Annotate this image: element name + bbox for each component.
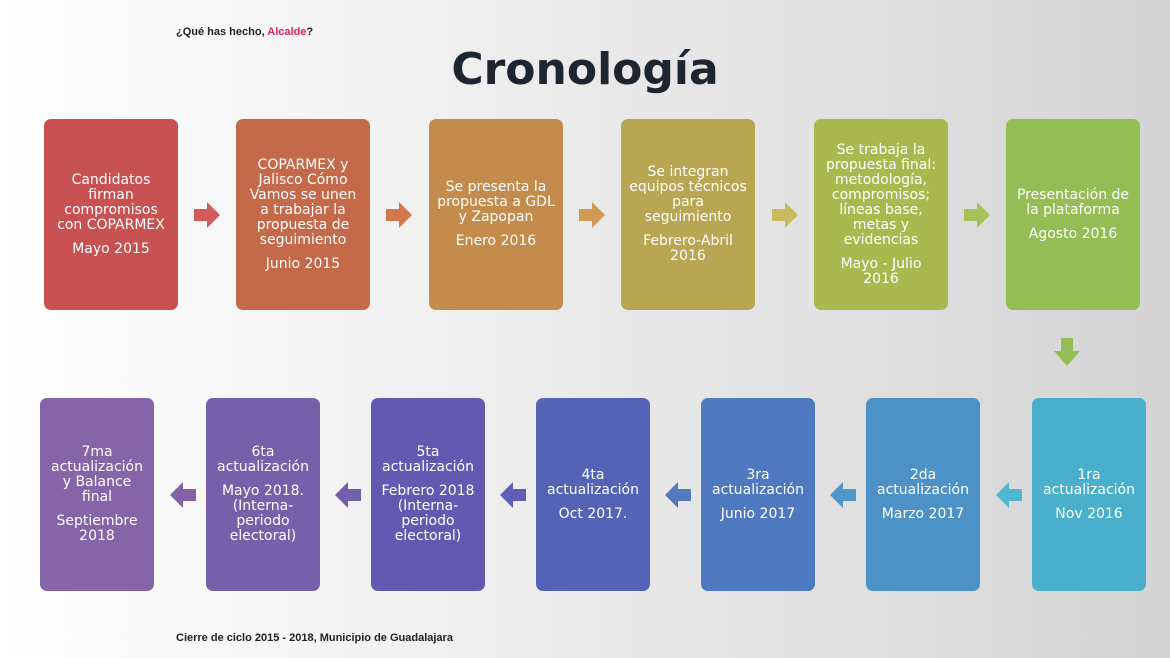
step-date: Febrero-Abril 2016 — [643, 233, 733, 264]
step-date: Nov 2016 — [1055, 505, 1123, 522]
timeline-step-9 — [701, 398, 815, 591]
timeline-step-8 — [866, 398, 980, 591]
step-text: 1ra actualización — [1043, 466, 1135, 498]
timeline-step-2 — [236, 119, 370, 310]
timeline-step-11 — [371, 398, 485, 591]
arrow-right-icon — [386, 200, 412, 230]
arrow-left-icon — [170, 480, 196, 510]
step-text: Se trabaja la propuesta final: metodología, compromisos; líneas base, metas y evidencias — [826, 141, 936, 248]
arrow-right-icon — [772, 200, 798, 230]
timeline-step-3 — [429, 119, 563, 310]
step-text: Se integran equipos técnicos para seguimiento — [629, 164, 747, 225]
arrow-right-icon — [194, 200, 220, 230]
step-date: Junio 2017 — [720, 505, 796, 522]
step-text: 7ma actualización y Balance final — [51, 444, 143, 505]
step-text: 2da actualización — [877, 466, 969, 498]
arrow-down-icon — [1052, 338, 1082, 366]
arrow-left-icon — [665, 480, 691, 510]
step-date: Enero 2016 — [455, 233, 537, 249]
step-text: 6ta actualización — [217, 444, 309, 475]
brand-label — [176, 26, 313, 38]
brand-prefix: ¿Qué has hecho, — [176, 26, 268, 38]
step-date: Agosto 2016 — [1028, 225, 1118, 242]
timeline-step-4 — [621, 119, 755, 310]
timeline-step-13 — [40, 398, 154, 591]
timeline-step-12 — [206, 398, 320, 591]
step-text: COPARMEX y Jalisco Cómo Vamos se unen a trabajar la propuesta de seguimiento — [249, 156, 357, 248]
step-text: 5ta actualización — [382, 444, 474, 475]
timeline-step-6 — [1006, 119, 1140, 310]
arrow-right-icon — [964, 200, 990, 230]
brand-suffix: ? — [306, 26, 314, 38]
timeline-step-5 — [814, 119, 948, 310]
arrow-right-icon — [579, 200, 605, 230]
arrow-left-icon — [830, 480, 856, 510]
step-text: Candidatos firman compromisos con COPARMEX — [57, 171, 165, 233]
arrow-left-icon — [996, 480, 1022, 510]
step-text: 4ta actualización — [547, 466, 639, 498]
arrow-left-icon — [500, 480, 526, 510]
brand-accent: Alcalde — [267, 26, 307, 38]
step-text: 3ra actualización — [712, 466, 804, 498]
step-date: Mayo 2015 — [72, 240, 150, 257]
step-date: Febrero 2018 (Interna-periodo electoral) — [381, 483, 475, 544]
step-date: Mayo 2018. (Interna-periodo electoral) — [221, 483, 305, 544]
step-text: Presentación de la plataforma — [1016, 186, 1130, 218]
timeline-step-1 — [44, 119, 178, 310]
step-date: Mayo - Julio 2016 — [840, 255, 922, 287]
footer-caption: Cierre de ciclo 2015 - 2018, Municipio de Guadalajara — [176, 632, 453, 644]
timeline-step-7 — [1032, 398, 1146, 591]
step-date: Marzo 2017 — [881, 505, 965, 522]
step-date: Junio 2015 — [265, 255, 341, 272]
step-date: Oct 2017. — [558, 505, 628, 522]
timeline-step-10 — [536, 398, 650, 591]
arrow-left-icon — [335, 480, 361, 510]
step-date: Septiembre 2018 — [56, 513, 138, 544]
page-title: Cronología — [451, 44, 719, 95]
step-text: Se presenta la propuesta a GDL y Zapopan — [437, 179, 555, 225]
